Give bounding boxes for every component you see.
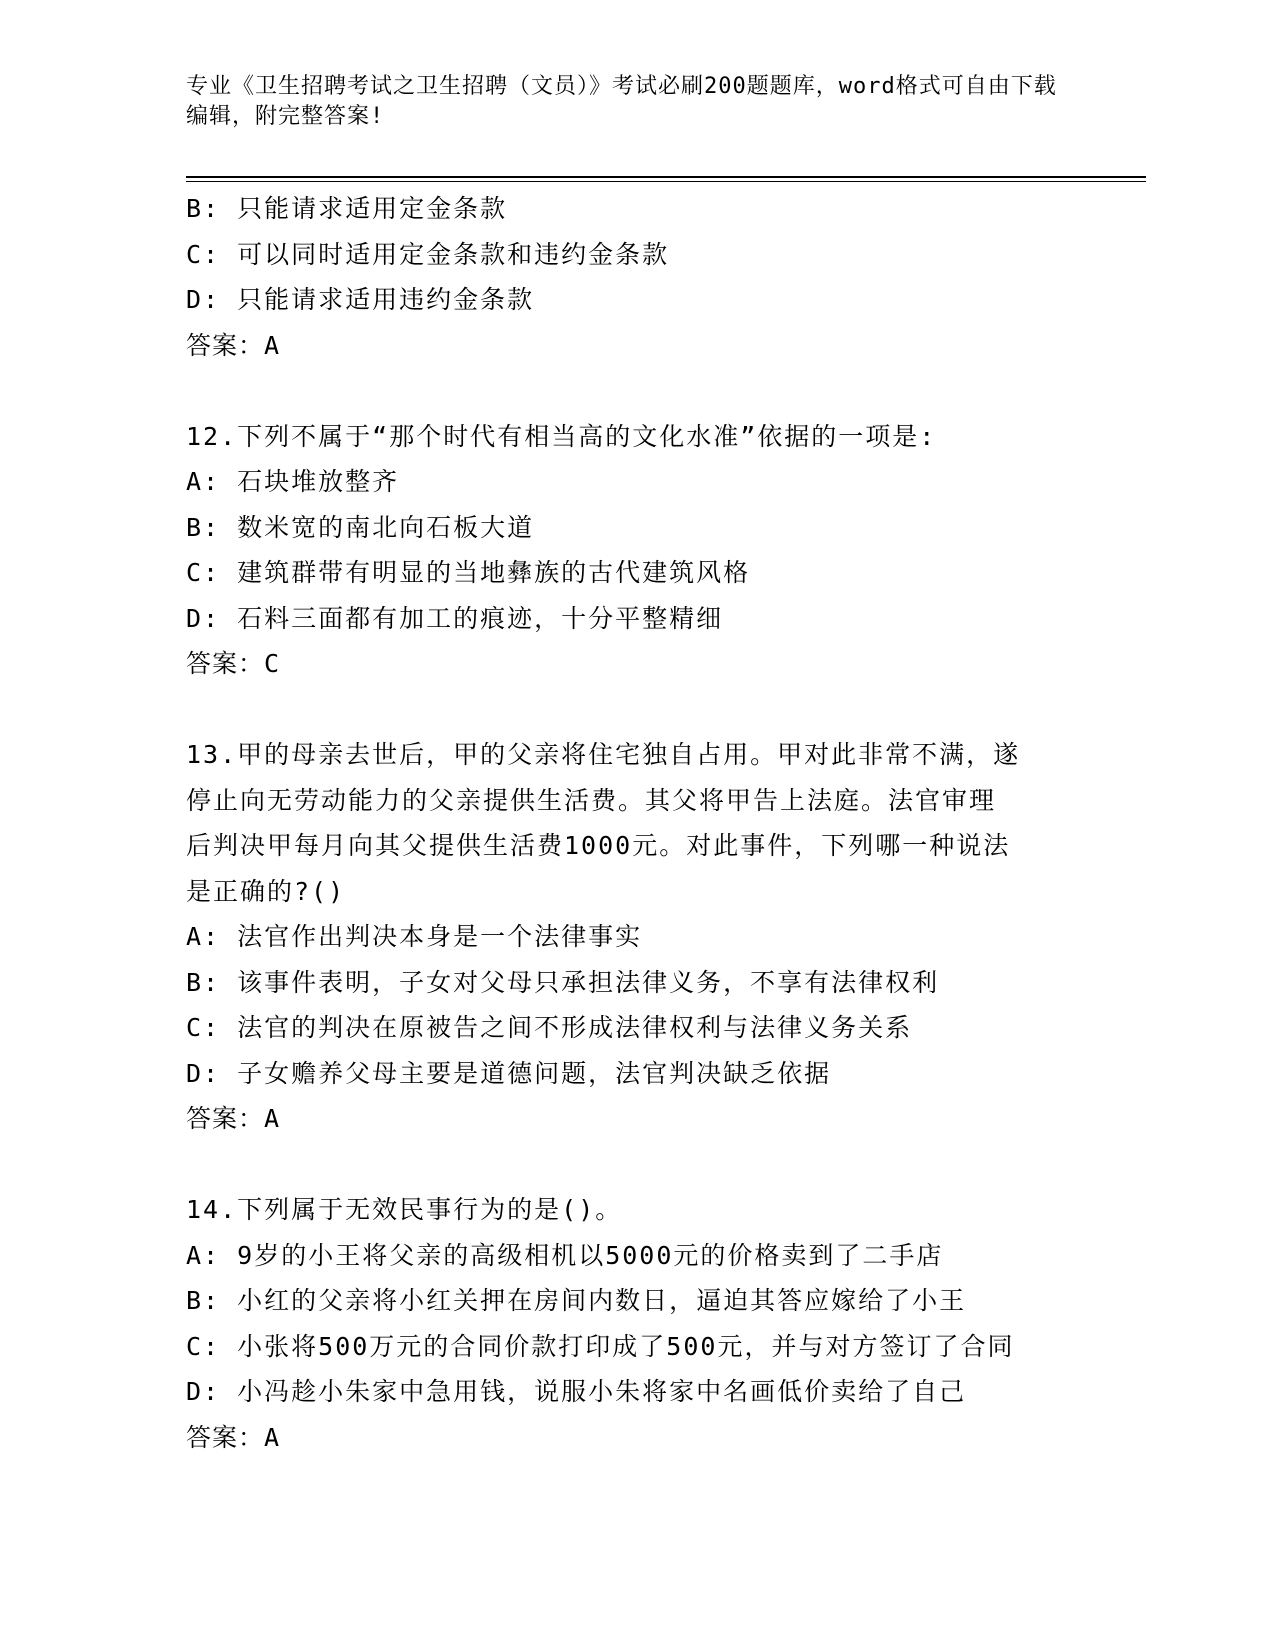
question-text-line: 13.甲的母亲去世后，甲的父亲将住宅独自占用。甲对此非常不满，遂 bbox=[186, 740, 1021, 769]
question-text-line: 后判决甲每月向其父提供生活费1000元。对此事件，下列哪一种说法 bbox=[186, 831, 1011, 860]
option-d: D: 子女赡养父母主要是道德问题，法官判决缺乏依据 bbox=[186, 1058, 832, 1088]
question-11-partial bbox=[186, 186, 1086, 368]
answer-value: A bbox=[264, 1422, 281, 1452]
answer-label: 答案： bbox=[186, 330, 265, 360]
option-a: A: 9岁的小王将父亲的高级相机以5000元的价格卖到了二手店 bbox=[186, 1240, 944, 1270]
option-d: D: 小冯趁小朱家中急用钱，说服小朱将家中名画低价卖给了自己 bbox=[186, 1377, 967, 1406]
spacer bbox=[186, 687, 1086, 733]
option-c: C: 可以同时适用定金条款和违约金条款 bbox=[186, 239, 670, 269]
answer-value: A bbox=[264, 1104, 281, 1133]
answer-line bbox=[186, 323, 1086, 369]
option-c: C: 法官的判决在原被告之间不形成法律权利与法律义务关系 bbox=[186, 1013, 913, 1042]
option-c: C: 小张将500万元的合同价款打印成了500元，并与对方签订了合同 bbox=[186, 1331, 1015, 1361]
option-c: C: 建筑群带有明显的当地彝族的古代建筑风格 bbox=[186, 558, 751, 587]
option-b: B: 数米宽的南北向石板大道 bbox=[186, 512, 535, 542]
option-b: B: 该事件表明，子女对父母只承担法律义务，不享有法律权利 bbox=[186, 967, 940, 997]
answer-label: 答案： bbox=[186, 1422, 265, 1452]
option-b: B: 小红的父亲将小红关押在房间内数日，逼迫其答应嫁给了小王 bbox=[186, 1286, 967, 1315]
option-b: B: 只能请求适用定金条款 bbox=[186, 194, 508, 223]
question-text: 14.下列属于无效民事行为的是()。 bbox=[186, 1195, 623, 1224]
spacer bbox=[186, 368, 1086, 414]
question-text: 12.下列不属于“那个时代有相当高的文化水准”依据的一项是: bbox=[186, 421, 937, 451]
answer-line bbox=[186, 1415, 1086, 1461]
answer-label: 答案： bbox=[186, 649, 265, 678]
question-text-line: 停止向无劳动能力的父亲提供生活费。其父将甲告上法庭。法官审理 bbox=[186, 785, 997, 815]
question-12 bbox=[186, 414, 1086, 687]
header-rule-thin bbox=[186, 181, 1146, 182]
spacer bbox=[186, 1142, 1086, 1188]
answer-value: C bbox=[264, 649, 281, 678]
document-header: 专业《卫生招聘考试之卫生招聘（文员）》考试必刷200题题库，word格式可自由下载编辑，附完整答案! bbox=[186, 74, 1057, 129]
question-14 bbox=[186, 1187, 1086, 1460]
question-13 bbox=[186, 732, 1086, 1142]
header-rule-thick bbox=[186, 176, 1146, 178]
answer-line bbox=[186, 1096, 1086, 1142]
question-text-line: 是正确的?() bbox=[186, 876, 346, 906]
option-d: D: 只能请求适用违约金条款 bbox=[186, 285, 535, 314]
option-a: A: 法官作出判决本身是一个法律事实 bbox=[186, 922, 643, 951]
question-list bbox=[186, 186, 1086, 1460]
answer-line bbox=[186, 641, 1086, 687]
answer-value: A bbox=[264, 330, 281, 360]
option-d: D: 石料三面都有加工的痕迹，十分平整精细 bbox=[186, 603, 724, 633]
answer-label: 答案： bbox=[186, 1104, 265, 1133]
option-a: A: 石块堆放整齐 bbox=[186, 467, 400, 496]
